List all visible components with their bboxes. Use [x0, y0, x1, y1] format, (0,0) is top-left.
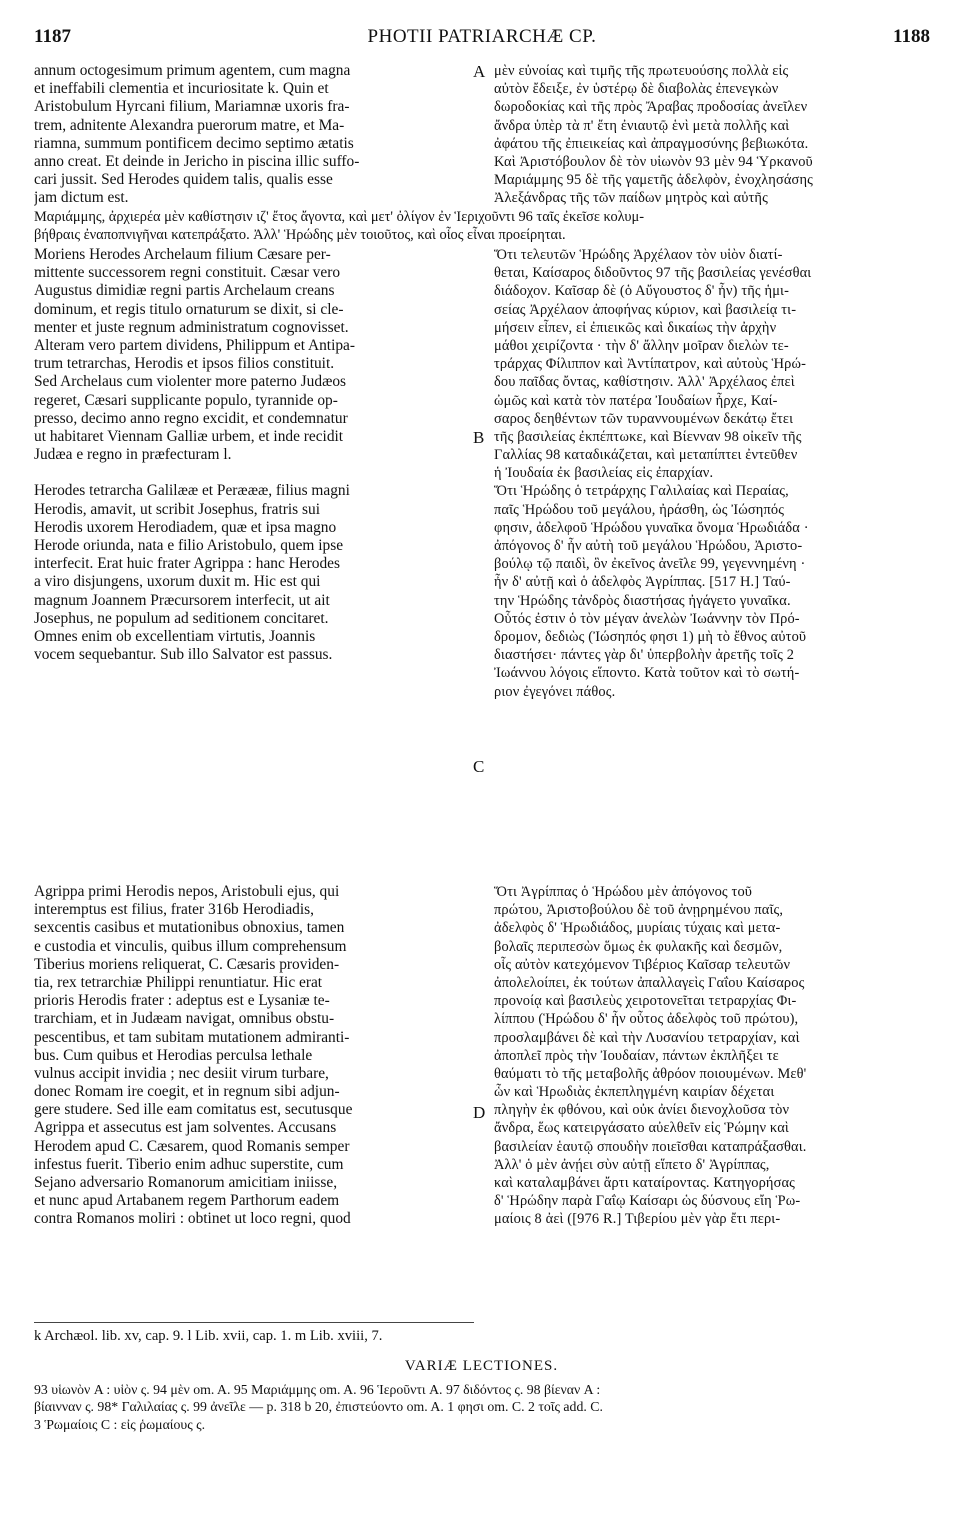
greek-text-line: ἀδελφὸς δ' Ἡρωδιάδος, μυρίαις τύχαις καὶ μετα-: [494, 920, 781, 937]
full-width-greek-lines: [34, 208, 934, 244]
greek-column-block-3: [494, 883, 934, 1229]
greek-text-line: θαύματι τὸ τῆς μεταβολῆς ἀθρόον ποιουμένων. Μεθ': [494, 1065, 807, 1082]
latin-text-line: Sed Archelaus cum violenter more paterno Judæos: [34, 373, 347, 391]
greek-text-line: διαστήσει· πάντες γὰρ δι' ὑπερβολὴν ἀρετῆς τοῖς 2: [494, 647, 795, 664]
footnotes: k Archæol. lib. xv, cap. 9. l Lib. xvii, cap. 1. m Lib. xviii, 7.: [34, 1328, 383, 1344]
latin-text-line: contra Romanos moliri : obtinet ut loco regni, quod: [34, 1210, 351, 1228]
latin-text-line: Tiberius moriens reliquerat, C. Cæsaris providen-: [34, 955, 340, 973]
greek-text-line: ἀφάτου τῆς ἐπιεικείας καὶ ἀπραγμοσύνης βεβιωκότα.: [494, 135, 809, 152]
greek-column-block-2: [494, 246, 934, 701]
greek-text-line: ὠμῶς καὶ κατὰ τὸν πατέρα Ἰουδαίων ἦρχε, Καί-: [494, 392, 778, 409]
latin-column-block-3: [34, 883, 469, 1229]
greek-text-line: δωροδοκίας καὶ τῆς πρὸς Ἄραβας προδοσίας ἀνεῖλεν: [494, 99, 808, 116]
greek-column-block-1: [494, 62, 934, 208]
latin-column-block-1: [34, 62, 469, 208]
latin-text-line: Aristobulum Hyrcani filium, Mariamnæ uxoris fra-: [34, 98, 350, 116]
latin-text-line: vulnus accipit invidia ; nec desiit virum turbare,: [34, 1064, 329, 1082]
latin-text-line: annum octogesimum primum agentem, cum magna: [34, 62, 351, 79]
latin-text-line: tia, rex tetrarchiæ Philippi renuntiatur. Hic erat: [34, 973, 323, 991]
greek-text-line: παῖς Ἡρώδου τοῦ μεγάλου, ἠράσθη, ὡς Ἰώσηπός: [494, 501, 785, 518]
greek-text-line: μαίοις 8 ἀεὶ ([976 R.] Τιβερίου μὲν γὰρ ἔτι περι-: [494, 1211, 781, 1228]
latin-text-line: Agrippa primi Herodis nepos, Aristobuli ejus, qui: [34, 883, 340, 900]
latin-text-line: Agrippa et assecutus est jam solventes. Accusans: [34, 1119, 337, 1137]
greek-text-line: λίππου (Ἡρώδου δ' ἦν οὗτος ἀδελφὸς τοῦ πρώτου),: [494, 1011, 799, 1028]
footnote-rule: [34, 1322, 474, 1323]
latin-text-line: mittente successorem regni constituit. Cæsar vero: [34, 264, 341, 282]
latin-text-line: interfecit. Erat huic frater Agrippa : hanc Herodes: [34, 555, 340, 573]
greek-text-line: Μαριάμμης 95 δὲ τῆς γαμετῆς ἀδελφὸν, ἐνοχλησάσης: [494, 172, 813, 189]
greek-text-line: προνοίᾳ καὶ βασιλεὺς χειροτονεῖται τετραρχίας Φι-: [494, 993, 797, 1010]
greek-text-line: μάθοι χειρίζοντα · τὴν δ' ἄλλην μοῖραν διελὼν τε-: [494, 337, 789, 354]
greek-text-line: μήσειν εἶπεν, εἰ ἐπιεικῶς καὶ δικαίως τὴν ἀρχὴν: [494, 319, 777, 336]
variant-reading-line: 93 υἱωνὸν A : υἱὸν ς. 94 μὲν om. A. 95 Μαριάμμης om. A. 96 Ἱεροῦντι A. 97 διδόντος ς. 98 βίεναν A :: [34, 1382, 601, 1397]
page-number-right: 1188: [893, 26, 930, 47]
latin-text-line: Herodem apud C. Cæsarem, quod Romanis semper: [34, 1137, 350, 1155]
greek-text-line: πρώτου, Ἀριστοβούλου δὲ τοῦ ἀνῃρημένου παῖς,: [494, 902, 784, 919]
greek-text-line: ὧν καὶ Ἡρωδιὰς ἐκπεπληγμένη καιρίαν δέχεται: [494, 1084, 775, 1101]
latin-text-line: trem, adnitente Alexandra puerorum matre, et Ma-: [34, 116, 345, 134]
running-title: PHOTII PATRIARCHÆ CP.: [367, 26, 597, 47]
latin-text-line: bus. Cum quibus et Herodias perculsa lethale: [34, 1046, 313, 1064]
greek-text-line: ἡ Ἰουδαία ἐκ βασιλείας εἰς ἐπαρχίαν.: [494, 465, 714, 482]
greek-text-line: δρομον, δεδιὼς (Ἰώσηπός φησι 1) μὴ τὸ ἔθνος αὐτοῦ: [494, 628, 807, 645]
greek-text-line: Γαλλίας 98 καταδικάζεται, καὶ μεταπίπτει ἐντεῦθεν: [494, 447, 798, 464]
page-number-left: 1187: [34, 26, 71, 47]
latin-text-line: Alteram vero partem dividens, Philippum et Antipa-: [34, 336, 356, 354]
greek-text-line: βασιλείαν ἑαυτῷ σπουδὴν ποιεῖσθαι καταπράξασθαι.: [494, 1138, 807, 1155]
margin-marker-b: B: [473, 428, 485, 447]
greek-text-line: οἷς αὐτὸν κατεχόμενον Τιβέριος Καῖσαρ τελευτῶν: [494, 956, 791, 973]
greek-text-line: βούλῳ τῷ παιδὶ, ὃν ἐκεῖνος ἀνεῖλε 99, γεγεννημένη ·: [494, 556, 806, 573]
latin-text-line: dominum, et regis titulo ornaturum se dixit, si cle-: [34, 300, 344, 318]
greek-text-line: Ἀλεξάνδρας τῆς τῶν παίδων μητρὸς καὶ αὐτῆς: [494, 190, 768, 207]
greek-text-line: προσλαμβάνει δὲ καὶ τὴν Λυσανίου τετραρχίαν, καὶ: [494, 1029, 800, 1046]
latin-text-line: Herodes tetrarcha Galilææ et Peræææ, filius magni: [34, 482, 350, 500]
greek-text-line: δ' Ἡρώδην παρὰ Γαΐῳ Καίσαρι ὡς δύσνους εἴη Ῥω-: [494, 1193, 801, 1210]
greek-text-line: Ὅτι τελευτῶν Ἡρώδης Ἀρχέλαον τὸν υἱὸν διατί-: [494, 247, 783, 263]
latin-text-line: regeret, Cæsari supplicante populo, tyrannide op-: [34, 391, 338, 409]
page-header: [34, 26, 930, 52]
latin-text-line: sexcentis casibus et mutationibus obnoxius, tamen: [34, 919, 345, 937]
margin-marker-c: C: [473, 757, 485, 776]
greek-text-line: φησιν, ἀδελφοῦ Ἡρώδου γυναῖκα ὄνομα Ἡρωδιάδα ·: [494, 519, 809, 536]
greek-text-line: διάδοχον. Καῖσαρ δὲ (ὁ Αὔγουστος δ' ἦν) τῆς ἡμι-: [494, 283, 790, 300]
latin-text-line: jam dictum est.: [34, 189, 129, 207]
greek-text-line: πληγὴν ἐκ φθόνου, καὶ οὐκ ἀνίει διενοχλοῦσα τὸν: [494, 1102, 790, 1119]
latin-text-line: prioris Herodis frater : adeptus est e Lysaniæ te-: [34, 992, 330, 1010]
greek-text-line: αὐτὸν ἔδειξε, ἐν ὑστέρῳ δὲ διαβολὰς ἐπενεγκὼν: [494, 81, 779, 98]
latin-text-line: trarchiam, et in Judæam navigat, omnibus obstu-: [34, 1010, 335, 1028]
latin-text-line: Moriens Herodes Archelaum filium Cæsare per-: [34, 246, 331, 263]
latin-text-line: riamna, summum pontificem decimo septimo ætatis: [34, 134, 354, 152]
latin-text-line: vocem sequebantur. Sub illo Salvator est passus.: [34, 646, 333, 664]
latin-text-line: menter et juste regnum administratum cognovisset.: [34, 318, 349, 336]
greek-text-line: Ἀλλ' ὁ μὲν ἀνῄει σὺν αὐτῇ εἵπετο δ' Ἀγρίππας,: [494, 1156, 770, 1173]
greek-text-line: καὶ καταλαμβάνει ἄρτι καταίροντας. Κατηγορήσας: [494, 1175, 796, 1191]
latin-text-line: trum tetrarchas, Herodis et ipsos filios constituit.: [34, 355, 335, 373]
latin-text-line: Sejano adversario Romanorum amicitiam iniisse,: [34, 1174, 338, 1191]
greek-text-line: Ὅτι Ἀγρίππας ὁ Ἡρώδου μὲν ἀπόγονος τοῦ: [494, 884, 753, 900]
latin-text-line: et nunc apud Artabanem regem Parthorum eadem: [34, 1192, 340, 1210]
latin-text-line: anno creat. Et deinde in Jericho in piscina illic suffo-: [34, 152, 360, 170]
greek-text-line: την Ἡρώδης τἀνδρὸς διαστήσας ἠγάγετο γυναῖκα.: [494, 592, 791, 609]
latin-text-line: Herodis uxorem Herodiadem, quæ et ipsa magno: [34, 518, 337, 536]
greek-text-line: ἄνδρα, ἕως κατειργάσατο αὐελθεῖν εἰς Ῥώμην καὶ: [494, 1120, 789, 1137]
latin-text-line: donec Romam ire coegit, et in regnum sibi adjun-: [34, 1083, 340, 1101]
latin-text-line: Herodis, amavit, ut scribit Josephus, fratris sui: [34, 500, 320, 518]
greek-text-line: σαρος δεηθέντων τῶν τυραννουμένων δεκάτῳ ἔτει: [494, 410, 794, 427]
latin-text-line: [34, 464, 469, 482]
greek-text-line: ἄνδρα ὑπὲρ τὰ π' ἔτη ἐνιαυτῷ ἑνὶ μετὰ πολλῆς καὶ: [494, 117, 790, 134]
latin-text-line: Judæa e regno in præfecturam l.: [34, 446, 232, 464]
latin-column-block-2: [34, 246, 469, 664]
latin-text-line: pescentibus, et tam subitam mutationem admiranti-: [34, 1028, 350, 1046]
latin-text-line: interemptus est filius, frater 316b Herodiadis,: [34, 901, 314, 919]
full-width-text-line: βήθραις ἐναποπνιγῆναι κατεπράξατο. Ἀλλ' Ἡρώδης μὲν τοιοῦτος, καὶ οἷος εἶναι προείρηται.: [34, 227, 566, 244]
margin-marker-d: D: [473, 1103, 486, 1122]
greek-text-line: ἀποπλεῖ πρὸς τὴν Ἰουδαίαν, πάντων ἐκπλῆξει τε: [494, 1047, 779, 1064]
greek-text-line: ἀπόγονος δ' ἦν αὐτὴ τοῦ μεγάλου Ἡρώδου, Ἀριστο-: [494, 538, 803, 554]
latin-text-line: et ineffabili clementia et incuriositate k. Quin et: [34, 80, 329, 98]
greek-text-line: Οὗτός ἐστιν ὁ τὸν μέγαν ἀνελὼν Ἰωάννην τὸν Πρό-: [494, 610, 800, 627]
greek-text-line: θεται, Καίσαρος διδοῦντος 97 τῆς βασιλείας γενέσθαι: [494, 265, 812, 282]
greek-text-line: Ἰωάννου λόγοις εἵποντο. Κατὰ τοῦτον καὶ τὸ σωτή-: [494, 665, 800, 682]
latin-text-line: Omnes enim ob excellentiam virtutis, Joannis: [34, 627, 316, 645]
greek-text-line: τῆς βασιλείας ἐκπέπτωκε, καὶ Βίενναν 98 οἰκεῖν τῆς: [494, 428, 802, 445]
greek-text-line: τράρχας Φίλιππον καὶ Ἀντίπατρον, καὶ αὐτοὺς Ἡρώ-: [494, 356, 807, 373]
latin-text-line: ut habitaret Viennam Galliæ urbem, et inde recidit: [34, 427, 344, 445]
greek-text-line: Καὶ Ἀριστόβουλον δὲ τὸν υἱωνὸν 93 μὲν 94 Ὑρκανοῦ: [494, 153, 813, 170]
full-width-text-line: Μαριάμμης, ἀρχιερέα μὲν καθίστησιν ιζ' ἔτος ἄγοντα, καὶ μετ' ὀλίγον ἐν Ἱεριχοῦντι 96 ταῖς ἐκεῖσε κολυμ-: [34, 209, 645, 225]
latin-text-line: presso, decimo anno regno excidit, et condemnatur: [34, 409, 348, 427]
greek-text-line: μὲν εὐνοίας καὶ τιμῆς τῆς πρωτευούσης πολλὰ εἰς: [494, 63, 789, 79]
latin-text-line: Josephus, ne populum ad seditionem concitaret.: [34, 609, 329, 627]
greek-text-line: ἦν δ' αὐτῇ καὶ ὁ ἀδελφὸς Ἀγρίππας. [517 H.] Ταύ-: [494, 574, 791, 591]
latin-text-line: a viro disjungens, uxorum duxit m. Hic est qui: [34, 573, 321, 591]
greek-text-line: σείας Ἀρχέλαον ἀποφήνας κύριον, καὶ βασιλείᾳ τι-: [494, 301, 797, 318]
latin-text-line: magnum Joannem Præcursorem interfecit, ut ait: [34, 591, 330, 609]
margin-marker-a: A: [473, 62, 486, 81]
latin-text-line: infestus fuerit. Tiberio enim adhuc superstite, cum: [34, 1155, 344, 1173]
variae-lectiones-title: VARIÆ LECTIONES.: [404, 1358, 559, 1374]
latin-text-line: cari jussit. Sed Herodes quidem talis, qualis esse: [34, 171, 333, 189]
latin-text-line: Herode oriunda, nata e filio Aristobulo, quem ipse: [34, 537, 344, 554]
latin-text-line: Augustus dimidiæ regni partis Archelaum creans: [34, 282, 335, 300]
greek-text-line: ἀπολελοίπει, ἐκ τούτων ἀπαλλαγεὶς Γαΐου Καίσαρος: [494, 974, 805, 991]
latin-text-line: e custodia et vinculis, quibus illum comprehensum: [34, 937, 347, 955]
greek-text-line: Ὅτι Ἡρώδης ὁ τετράρχης Γαλιλαίας καὶ Περαίας,: [494, 483, 789, 500]
latin-text-line: gere studere. Sed ille eam comitatus est, secutusque: [34, 1101, 353, 1119]
variant-reading-line: 3 Ῥωμαίοις C : εἰς ῥωμαίους ς.: [34, 1416, 206, 1432]
variant-reading-line: βίαινναν ς. 98* Γαλιλαίας ς. 99 ἀνεῖλε — p. 318 b 20, ἐπιστεύοντο om. A. 1 φησι om. C. 2 τοῖς add. C.: [34, 1399, 603, 1415]
greek-text-line: ριον ἐγεγόνει πάθος.: [494, 683, 616, 700]
greek-text-line: δου παῖδας ὄντας, καθίστησιν. Ἀλλ' Ἀρχέλαος ἐπεὶ: [494, 374, 795, 391]
greek-text-line: βολαῖς περιπεσὼν ὅμως ἐκ φυλακῆς καὶ δεσμῶν,: [494, 938, 783, 955]
variae-lectiones: [34, 1381, 934, 1433]
